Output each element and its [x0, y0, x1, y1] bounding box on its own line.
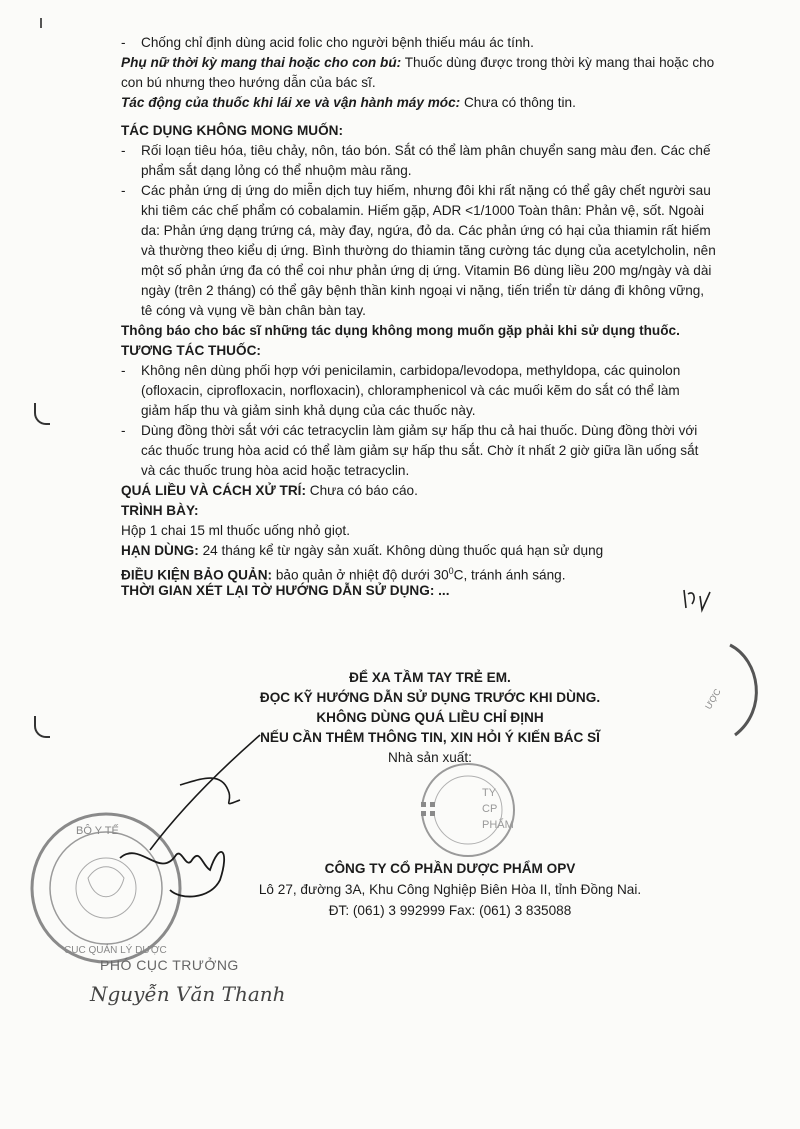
warning-line: ĐỌC KỸ HƯỚNG DẪN SỬ DỤNG TRƯỚC KHI DÙNG. [259, 690, 601, 705]
side-effect-item-cont: phẩm sắt dạng lỏng có thể nhuộm màu răng. [141, 163, 412, 178]
scan-mark [40, 18, 42, 28]
presentation-heading: TRÌNH BÀY: [121, 503, 199, 518]
storage-text-end: C, tránh ánh sáng. [453, 567, 566, 583]
review-text: ... [438, 583, 450, 598]
company-contact: ĐT: (061) 3 992999 Fax: (061) 3 835088 [328, 903, 572, 918]
svg-text:PHẨM: PHẨM [482, 819, 514, 831]
pregnancy-text: Thuốc dùng được trong thời kỳ mang thai hoặc cho [404, 55, 715, 70]
interaction-item: Không nên dùng phối hợp với penicilamin, carbidopa/levodopa, methyldopa, các quinolon [141, 363, 681, 378]
overdose-heading: QUÁ LIỀU VÀ CÁCH XỬ TRÍ: [121, 483, 306, 498]
side-effects-heading: TÁC DỤNG KHÔNG MONG MUỐN: [121, 123, 344, 138]
interactions-heading: TƯƠNG TÁC THUỐC: [121, 343, 261, 358]
driving-heading: Tác động của thuốc khi lái xe và vận hành máy móc: [121, 95, 461, 110]
company-name: CÔNG TY CỔ PHẦN DƯỢC PHẨM OPV [324, 861, 576, 876]
expiry-text: 24 tháng kể từ ngày sản xuất. Không dùng thuốc quá hạn sử dụng [202, 543, 604, 558]
side-effect-item-cont: tê cóng và vụng về bàn chân bàn tay. [141, 303, 366, 318]
company-stamp [398, 752, 548, 862]
side-effect-item: Rối loạn tiêu hóa, tiêu chảy, nôn, táo bón. Sắt có thể làm phân chuyển sang màu đen. Các chế [141, 143, 711, 158]
warning-line: NẾU CẦN THÊM THÔNG TIN, XIN HỎI Ý KIẾN BÁC SĨ [260, 730, 600, 745]
expiry-heading: HẠN DÙNG: [121, 543, 199, 558]
punch-hole-mark [34, 403, 50, 425]
punch-hole-mark [34, 716, 50, 738]
side-effect-item-cont: một số phản ứng đa có thể coi như phản ứng dị ứng. Vitamin B6 dùng liều 200 mg/ngày và dài [141, 263, 712, 278]
stamp-text-bottom: CỤC QUẢN LÝ DƯỢC [64, 945, 167, 956]
side-effect-item-cont: khi tiêm các chế phẩm có cobalamin. Hiếm gặp, ADR <1/1000 Toàn thân: Phản vệ, sốt. Ngoài [141, 203, 705, 218]
driving-text: Chưa có thông tin. [463, 95, 576, 110]
side-effect-item: Các phản ứng dị ứng do miễn dịch tuy hiếm, nhưng đôi khi rất nặng có thể gây chết người sau [141, 183, 711, 198]
stamp-text-top: BỘ Y TẾ [76, 825, 119, 837]
warning-line: KHÔNG DÙNG QUÁ LIỀU CHỈ ĐỊNH [316, 710, 544, 725]
signatory-name: Nguyễn Văn Thanh [90, 982, 286, 1006]
side-effect-item-cont: ngày (trên 2 tháng) có thể gây bệnh thần kinh ngoại vi nặng, tiến triển từ dáng đi không vững, [141, 283, 705, 298]
signatory-title: PHÓ CỤC TRƯỞNG [100, 957, 239, 973]
interaction-item-cont: và các thuốc trung hòa acid hoặc tetracyclin. [141, 463, 410, 478]
svg-text:TY: TY [482, 787, 497, 799]
review-heading: THỜI GIAN XÉT LẠI TỜ HƯỚNG DẪN SỬ DỤNG: [121, 583, 435, 598]
signature [110, 730, 270, 920]
interaction-item-cont: (ofloxacin, ciprofloxacin, norfloxacin), chloramphenicol và các muối kẽm do sắt có thể làm [141, 383, 680, 398]
company-address: Lô 27, đường 3A, Khu Công Nghiệp Biên Hòa II, tỉnh Đồng Nai. [258, 882, 642, 897]
svg-text:CP: CP [482, 803, 498, 815]
storage-degree: 0 [448, 566, 454, 576]
interaction-item-cont: giảm hấp thu và giảm sinh khả dụng của các thuốc này. [141, 403, 476, 418]
partial-stamp-edge [690, 640, 800, 740]
warning-line: ĐỂ XA TẦM TAY TRẺ EM. [349, 670, 511, 685]
overdose-text: Chưa có báo cáo. [309, 483, 418, 498]
storage-text: bảo quản ở nhiệt độ dưới 30 [275, 567, 449, 583]
handwritten-initials [680, 586, 720, 616]
presentation-text: Hộp 1 chai 15 ml thuốc uống nhỏ giọt. [121, 523, 350, 538]
leaflet-body: - Chống chỉ định dùng acid folic cho người bệnh thiếu máu ác tính. Phụ nữ thời kỳ mang thai hoặc cho con bú: Thuốc dùng được trong thời kỳ mang thai hoặc cho con bú nhưng theo hướng dẫn của bác sĩ. Tác động của thuốc khi lái xe và vận hành máy móc: Chưa có thông tin. TÁC DỤNG KHÔNG MONG MUỐN: - Rối loạn tiêu hóa, tiêu chảy, nôn, táo bón. Sắt có thể làm phân chuyển sang màu đen. Các chế phẩm sắt dạng lỏng có thể nhuộm màu răng. - Các phản ứng dị ứng do miễn dịch tuy hiếm, nhưng đôi khi rất nặng có thể gây chết người sau khi tiêm các chế phẩm có cobalamin. Hiếm gặp, ADR <1/1000 Toàn thân: Phản vệ, sốt. Ngoài da: Phản ứng dạng trứng cá, mày đay, ngứa, đỏ da. Các phản ứng có hại của thiamin rất hiếm và thường theo kiểu dị ứng. Bình thường do thiamin tăng cường tác dụng của acetylcholin, nên một số phản ứng đa có thể coi như phản ứng dị ứng. Vitamin B6 dùng liều 200 mg/ngày và dài ngày (trên 2 tháng) có thể gây bệnh thần kinh ngoại vi nặng, tiến triển từ dáng đi không vững, tê cóng và vụng về bàn chân bàn tay. Thông báo cho bác sĩ những tác dụng không mong muốn gặp phải khi sử dụng thuốc. TƯƠNG TÁC THUỐC: - Không nên dùng phối hợp với penicilamin, carbidopa/levodopa, methyldopa, các quinolon (ofloxacin, ciprofloxacin, norfloxacin), chloramphenicol và các muối kẽm do sắt có thể làm giảm hấp thu và giảm sinh khả dụng của các thuốc này. - Dùng đồng thời sắt với các tetracyclin làm giảm sự hấp thu cả hai thuốc. Dùng đồng thời với các thuốc trung hòa acid có thể làm giảm sự hấp thu sắt. Chờ ít nhất 2 giờ giữa lần uống sắt và các thuốc trung hòa acid hoặc tetracyclin. QUÁ LIỀU VÀ CÁCH XỬ TRÍ: Chưa có báo cáo. TRÌNH BÀY: Hộp 1 chai 15 ml thuốc uống nhỏ giọt. HẠN DÙNG: 24 tháng kể từ ngày sản xuất. Không dùng thuốc quá hạn sử dụng ĐIỀU KIỆN BẢO QUẢN: bảo quản ở nhiệt độ dưới $30^0C$, tránh ánh sáng. THỜI GIAN XÉT LẠI TỜ HƯỚNG DẪN SỬ DỤNG: ... [121, 35, 716, 598]
pregnancy-text-cont: con bú nhưng theo hướng dẫn của bác sĩ. [121, 75, 376, 90]
pregnancy-heading: Phụ nữ thời kỳ mang thai hoặc cho con bú: [121, 55, 402, 70]
svg-text:ƯỢC: ƯỢC [703, 687, 723, 711]
side-effect-item-cont: và thường theo kiểu dị ứng. Bình thường do thiamin tăng cường tác dụng của acetylcholin, nên [141, 243, 716, 258]
storage-heading: ĐIỀU KIỆN BẢO QUẢN: [121, 567, 273, 583]
interaction-item: Dùng đồng thời sắt với các tetracyclin làm giảm sự hấp thu cả hai thuốc. Dùng đồng thời với [141, 423, 698, 438]
side-effect-item-cont: da: Phản ứng dạng trứng cá, mày đay, ngứa, đỏ da. Các phản ứng có hại của thiamin rất hiếm [141, 223, 711, 238]
company-block [250, 858, 650, 921]
manufacturer-label: Nhà sản xuất: [388, 750, 472, 765]
contraindication-text: Chống chỉ định dùng acid folic cho người bệnh thiếu máu ác tính. [141, 35, 534, 50]
interaction-item-cont: các thuốc trung hòa acid có thể làm giảm sự hấp thu sắt. Chờ ít nhất 2 giờ giữa lần uống sắt [141, 443, 699, 458]
side-effects-notice: Thông báo cho bác sĩ những tác dụng không mong muốn gặp phải khi sử dụng thuốc. [121, 323, 680, 338]
